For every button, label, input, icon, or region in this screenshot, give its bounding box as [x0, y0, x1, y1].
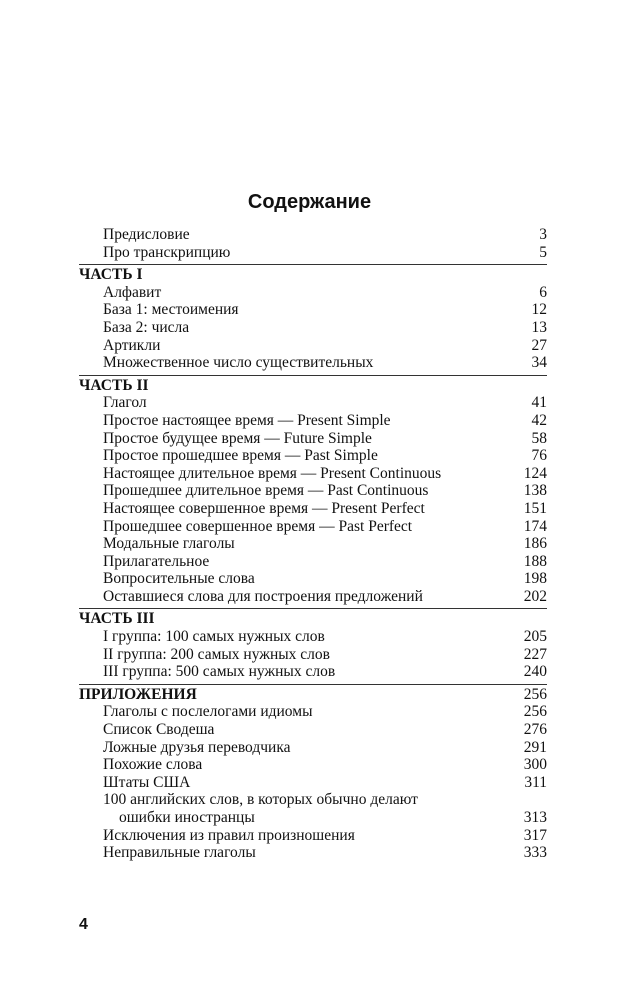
toc-part1-section [79, 264, 547, 372]
toc-entry-page: 174 [523, 517, 547, 535]
toc-entry [79, 553, 547, 571]
toc-entry-label: II группа: 200 самых нужных слов [103, 645, 330, 663]
toc-entry [79, 535, 547, 553]
toc-entry-page: 256 [523, 703, 547, 721]
toc-entry-label: Список Сводеша [103, 721, 215, 739]
toc-entry-page: 34 [531, 354, 547, 372]
toc-entry [79, 646, 547, 664]
toc-entry-page: 151 [523, 499, 547, 517]
toc-entry-page: 291 [523, 738, 547, 756]
toc-part-heading [79, 266, 547, 284]
toc-entry-label: Похожие слова [103, 756, 203, 774]
toc-entry-label-line1: 100 английских слов, в которых обычно делают [103, 791, 418, 809]
part2-heading: ЧАСТЬ II [79, 376, 149, 394]
toc-entry-label: Прилагательное [103, 552, 210, 570]
toc-entry [79, 244, 547, 262]
table-of-contents [79, 226, 547, 862]
toc-entry-label: Простое прошедшее время — Past Simple [103, 447, 378, 465]
toc-entry-page: 205 [523, 628, 547, 646]
page-title: Содержание [247, 191, 372, 213]
toc-entry [79, 791, 547, 826]
toc-entry [79, 500, 547, 518]
toc-entry-label: Ложные друзья переводчика [103, 738, 291, 756]
toc-entry-page: 240 [523, 663, 547, 681]
toc-entry-page: 186 [523, 535, 547, 553]
toc-entry-label: I группа: 100 самых нужных слов [103, 628, 325, 646]
toc-entry-label [103, 791, 524, 826]
part1-heading: ЧАСТЬ I [79, 266, 143, 284]
toc-entry-label: Вопросительные слова [103, 570, 255, 588]
toc-entry-page: 317 [523, 826, 547, 844]
toc-entry [79, 628, 547, 646]
toc-entry-label: Про транскрипцию [103, 243, 231, 261]
toc-entry-label: Настоящее длительное время — Present Continuous [103, 464, 442, 482]
toc-entry-label: База 1: местоимения [103, 301, 239, 319]
toc-entry-page: 276 [523, 721, 547, 739]
toc-appendix-section [79, 684, 547, 862]
toc-entry-page: 58 [531, 429, 547, 447]
toc-entry-label: Глагол [103, 394, 147, 412]
toc-entry [79, 570, 547, 588]
toc-entry-label: Простое будущее время — Future Simple [103, 429, 372, 447]
toc-part-heading [79, 686, 547, 704]
toc-entry-page: 3 [539, 226, 547, 243]
toc-entry-label: Простое настоящее время — Present Simple [103, 411, 391, 429]
toc-part-heading [79, 377, 547, 395]
toc-entry-page: 188 [523, 552, 547, 570]
toc-entry [79, 721, 547, 739]
toc-entry-page: 311 [524, 773, 547, 791]
toc-entry-page: 300 [523, 756, 547, 774]
appendix-heading-page: 256 [523, 685, 547, 703]
toc-entry-page: 138 [523, 482, 547, 500]
toc-entry-page: 27 [531, 336, 547, 354]
toc-entry [79, 465, 547, 483]
toc-entry [79, 739, 547, 757]
toc-entry-label: Предисловие [103, 226, 190, 243]
toc-entry-page: 6 [539, 283, 547, 301]
toc-entry-label: Настоящее совершенное время — Present Perfect [103, 499, 425, 517]
toc-entry-label: Штаты США [103, 773, 191, 791]
toc-entry-page: 42 [531, 411, 547, 429]
toc-entry [79, 354, 547, 372]
toc-entry-label: Модальные глаголы [103, 535, 235, 553]
toc-entry [79, 226, 547, 244]
toc-intro-section [79, 226, 547, 261]
toc-entry [79, 337, 547, 355]
toc-entry-page: 333 [523, 844, 547, 862]
toc-entry-label-line2: ошибки иностранцы [119, 809, 255, 826]
toc-entry-label: Оставшиеся слова для построения предложений [103, 587, 423, 605]
toc-entry [79, 844, 547, 862]
toc-entry [79, 394, 547, 412]
toc-entry [79, 284, 547, 302]
toc-entry [79, 663, 547, 681]
toc-entry-label: Неправильные глаголы [103, 844, 256, 862]
toc-entry-page: 198 [523, 570, 547, 588]
toc-entry-page: 313 [523, 809, 547, 826]
toc-entry-label: Исключения из правил произношения [103, 826, 355, 844]
toc-entry-label: III группа: 500 самых нужных слов [103, 663, 336, 681]
toc-entry [79, 756, 547, 774]
toc-entry-page: 227 [523, 645, 547, 663]
toc-entry-page: 13 [531, 318, 547, 336]
toc-entry-label: Глаголы с послелогами идиомы [103, 703, 313, 721]
toc-entry [79, 588, 547, 606]
toc-entry [79, 703, 547, 721]
toc-entry-page: 12 [531, 301, 547, 319]
toc-entry-label: База 2: числа [103, 318, 190, 336]
toc-entry-page: 41 [531, 394, 547, 412]
toc-entry [79, 827, 547, 845]
toc-entry-label: Прошедшее длительное время — Past Continuous [103, 482, 429, 500]
toc-entry [79, 319, 547, 337]
toc-entry [79, 774, 547, 792]
toc-entry-page: 202 [523, 587, 547, 605]
part3-heading: ЧАСТЬ III [79, 610, 155, 628]
toc-entry-page: 76 [531, 447, 547, 465]
toc-entry [79, 430, 547, 448]
page-number: 4 [79, 916, 88, 933]
toc-entry-page: 124 [523, 464, 547, 482]
toc-entry-label: Алфавит [103, 283, 162, 301]
toc-part-heading [79, 610, 547, 628]
toc-entry-page: 5 [539, 243, 547, 261]
toc-entry-label: Артикли [103, 336, 161, 354]
toc-entry [79, 518, 547, 536]
toc-entry [79, 412, 547, 430]
toc-part2-section [79, 375, 547, 606]
toc-entry [79, 301, 547, 319]
toc-entry-label: Множественное число существительных [103, 354, 374, 372]
toc-entry [79, 447, 547, 465]
toc-part3-section [79, 608, 547, 680]
toc-entry-label: Прошедшее совершенное время — Past Perfect [103, 517, 413, 535]
appendix-heading: ПРИЛОЖЕНИЯ [79, 685, 197, 703]
toc-entry [79, 482, 547, 500]
